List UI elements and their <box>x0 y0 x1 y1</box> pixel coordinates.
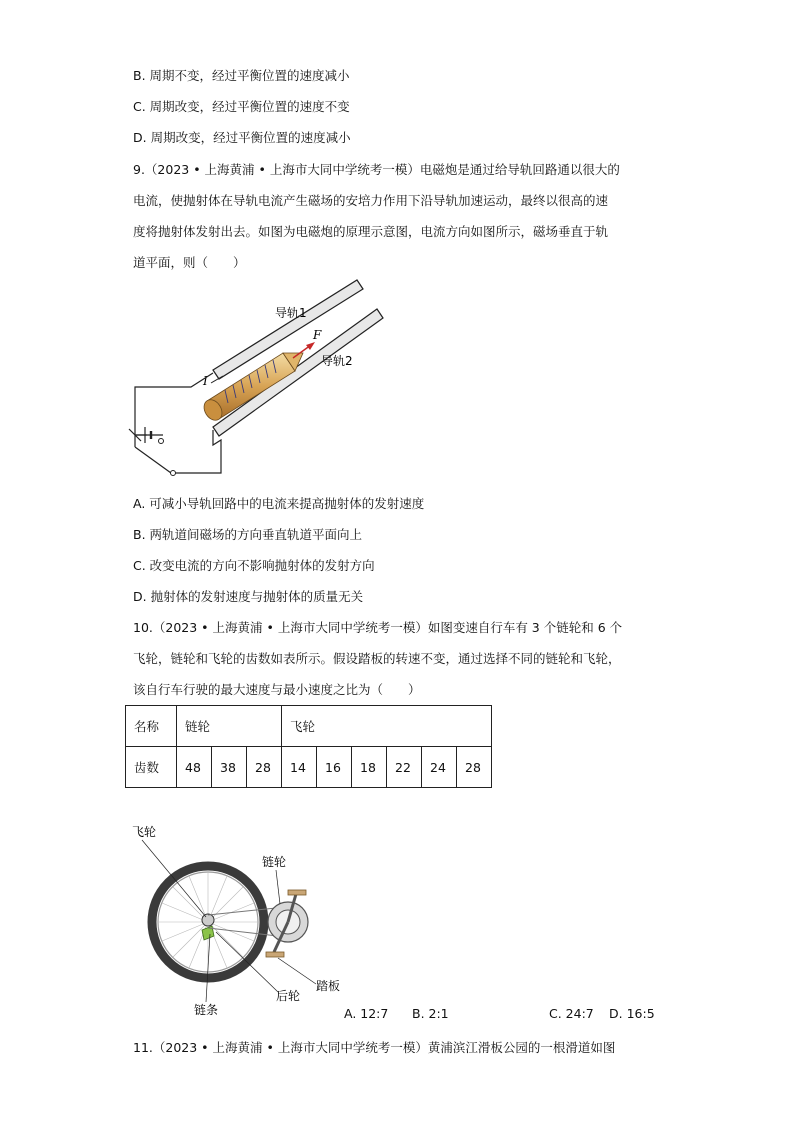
q8-option-d: D. 周期改变，经过平衡位置的速度减小 <box>133 130 351 145</box>
q9-stem-line1: 9.（2023 • 上海黄浦 • 上海市大同中学统考一模）电磁炮是通过给导轨回路通以很大的 <box>133 162 620 177</box>
force-label: F <box>313 328 322 342</box>
q9-option-c: C. 改变电流的方向不影响抛射体的发射方向 <box>133 558 375 573</box>
q11-stem-line1: 11.（2023 • 上海黄浦 • 上海市大同中学统考一模）黄浦滨江滑板公园的一根滑道如图 <box>133 1040 616 1055</box>
rail-2-label: 导轨2 <box>321 354 353 368</box>
q9-stem-line2: 电流，使抛射体在导轨电流产生磁场的安培力作用下沿导轨加速运动，最终以很高的速 <box>133 193 609 208</box>
table-cell: 24 <box>422 747 457 788</box>
table-cell: 38 <box>212 747 247 788</box>
pedal-bottom <box>266 952 284 957</box>
table-header-row <box>126 706 492 747</box>
flywheel-label: 飞轮 <box>132 825 157 839</box>
table-header-flywheel: 飞轮 <box>282 706 492 747</box>
q10-option-d: D. 16:5 <box>609 1006 655 1021</box>
q9-stem-line4: 道平面，则（ ） <box>133 255 246 270</box>
pedal-top <box>288 890 306 895</box>
rail-1-label: 导轨1 <box>275 306 307 320</box>
q9-option-d: D. 抛射体的发射速度与抛射体的质量无关 <box>133 589 364 604</box>
table-cell: 28 <box>247 747 282 788</box>
q8-option-b: B. 周期不变，经过平衡位置的速度减小 <box>133 68 350 83</box>
bicycle-figure <box>128 822 353 1020</box>
q8-option-c: C. 周期改变，经过平衡位置的速度不变 <box>133 99 350 114</box>
table-header-chainwheel: 链轮 <box>177 706 282 747</box>
table-cell: 16 <box>317 747 352 788</box>
pedal-label: 踏板 <box>316 979 341 993</box>
q10-option-b: B. 2:1 <box>412 1006 449 1021</box>
q10-option-a: A. 12:7 <box>344 1006 389 1021</box>
table-cell: 18 <box>352 747 387 788</box>
q9-stem-line3: 度将抛射体发射出去。如图为电磁炮的原理示意图，电流方向如图所示，磁场垂直于轨 <box>133 224 609 239</box>
q10-stem-line1: 10.（2023 • 上海黄浦 • 上海市大同中学统考一模）如图变速自行车有 3 个链轮和 6 个 <box>133 620 623 635</box>
teeth-table <box>125 705 492 788</box>
table-header-name: 名称 <box>126 706 177 747</box>
q9-option-a: A. 可减小导轨回路中的电流来提高抛射体的发射速度 <box>133 496 425 511</box>
q10-stem-line2: 飞轮，链轮和飞轮的齿数如表所示。假设踏板的转速不变，通过选择不同的链轮和飞轮， <box>133 651 621 666</box>
q10-stem-line3: 该自行车行驶的最大速度与最小速度之比为（ ） <box>133 682 421 697</box>
table-cell: 28 <box>457 747 492 788</box>
chain-label: 链条 <box>194 1003 219 1017</box>
railgun-figure <box>125 275 385 485</box>
current-label: I <box>203 374 208 388</box>
rearwheel-label: 后轮 <box>276 989 301 1003</box>
chainwheel-label: 链轮 <box>262 855 287 869</box>
q9-option-b: B. 两轨道间磁场的方向垂直轨道平面向上 <box>133 527 363 542</box>
table-row-label: 齿数 <box>126 747 177 788</box>
table-cell: 48 <box>177 747 212 788</box>
table-cell: 14 <box>282 747 317 788</box>
table-row <box>126 747 492 788</box>
q10-option-c: C. 24:7 <box>549 1006 594 1021</box>
table-cell: 22 <box>387 747 422 788</box>
